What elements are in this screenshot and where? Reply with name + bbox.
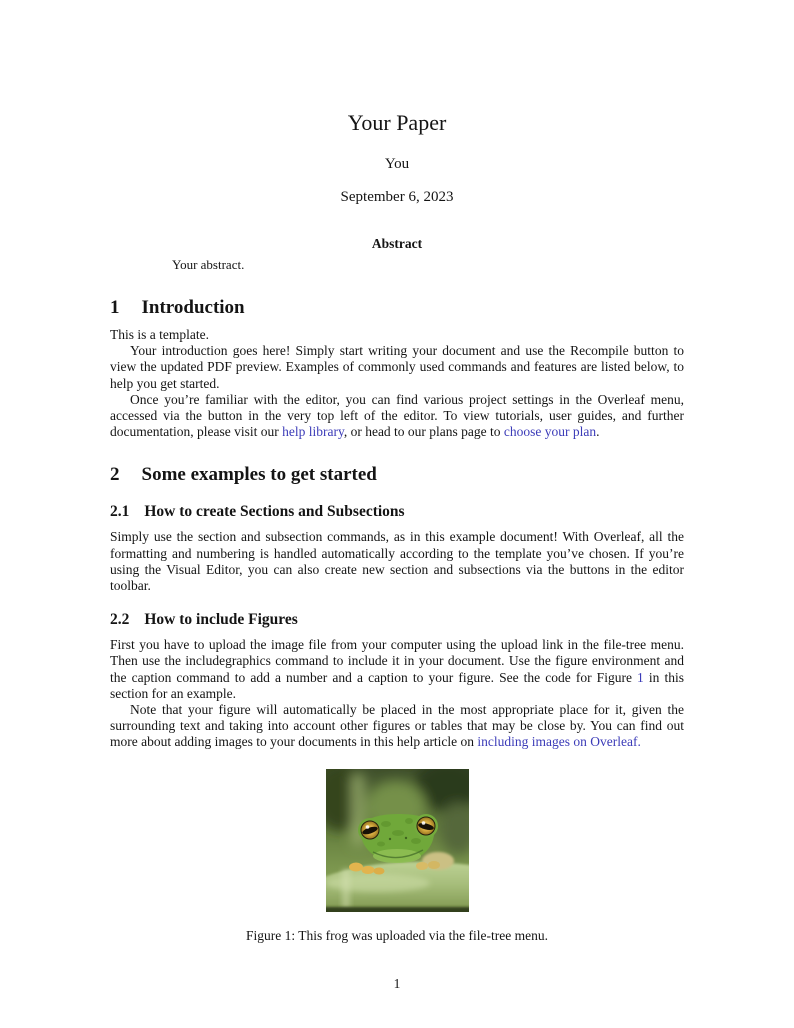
subsection-2-1-number: 2.1 (110, 503, 130, 521)
paragraph-text: Once you’re familiar with the editor, you can find various project settings in the Overleaf menu, accessed via the button in the very top left of the editor. To view tutorials, user guides, and further documentation, please visit our (110, 391, 684, 440)
section-1-paragraph-2: Your introduction goes here! Simply start writing your document and use the Recompile button to view the updated PDF preview. Examples of commonly used commands and features are listed below, to help you get started. (110, 343, 684, 391)
section-2-number: 2 (110, 464, 120, 486)
paragraph-text: First you have to upload the image file from your computer using the upload link in the file-tree menu. Then use the includegraphics command to include it in your document. Use the figure environment and the caption command to add a number and a caption to your figure. See the code for Figure (110, 637, 684, 685)
paper-author: You (384, 156, 410, 172)
paragraph-text: , or head to our plans page to (343, 424, 504, 440)
subsection-2-2-number: 2.2 (110, 611, 130, 629)
subsection-2-2-title: How to include Figures (144, 611, 298, 629)
paper-date: September 6, 2023 (340, 189, 454, 205)
subsection-2-2-paragraph-2 (110, 702, 684, 751)
section-2-heading (110, 463, 684, 486)
subsection-2-2-heading (110, 610, 684, 629)
page-number: 1 (393, 976, 401, 991)
section-1-heading (110, 296, 684, 319)
section-1-paragraph-1: This is a template. (110, 327, 209, 342)
subsection-2-1-paragraph-1: Simply use the section and subsection commands, as in this example document! With Overleaf, all the formatting and numbering is handled automatically according to the template you’ve chosen. If you’re using the Visual Editor, you can also create new section and subsections via the buttons in the editor toolbar. (110, 529, 684, 594)
including-images-link[interactable]: including images on Overleaf. (477, 734, 641, 750)
paragraph-text: in this section for an example. (110, 669, 684, 701)
subsection-2-1-heading (110, 502, 684, 521)
paragraph-text: Note that your figure will automatically be placed in the most appropriate place for it, given the surrounding text and taking into account other figures or tables that may be close by. You can find out more about adding images to your documents in this help article on (110, 702, 684, 750)
abstract-heading: Abstract (371, 236, 423, 251)
branch (326, 861, 469, 911)
frog-photo (326, 769, 469, 912)
section-1-number: 1 (110, 297, 120, 318)
help-library-link[interactable]: help library (282, 424, 344, 440)
figure-1 (110, 769, 684, 944)
page-content (110, 0, 684, 944)
figure-1-caption: Figure 1: This frog was uploaded via the file-tree menu. (246, 927, 548, 943)
paragraph-text: . (596, 424, 600, 440)
figure-1-reference-link[interactable]: 1 (637, 669, 644, 685)
subsection-2-1-title: How to create Sections and Subsections (144, 503, 405, 521)
section-1-paragraph-3 (110, 392, 684, 441)
paper-title: Your Paper (347, 110, 447, 135)
section-2-title: Some examples to get started (141, 464, 377, 486)
choose-your-plan-link[interactable]: choose your plan (503, 424, 597, 440)
abstract-text: Your abstract. (172, 257, 245, 272)
section-1-title: Introduction (141, 297, 245, 318)
subsection-2-2-paragraph-1 (110, 637, 684, 702)
